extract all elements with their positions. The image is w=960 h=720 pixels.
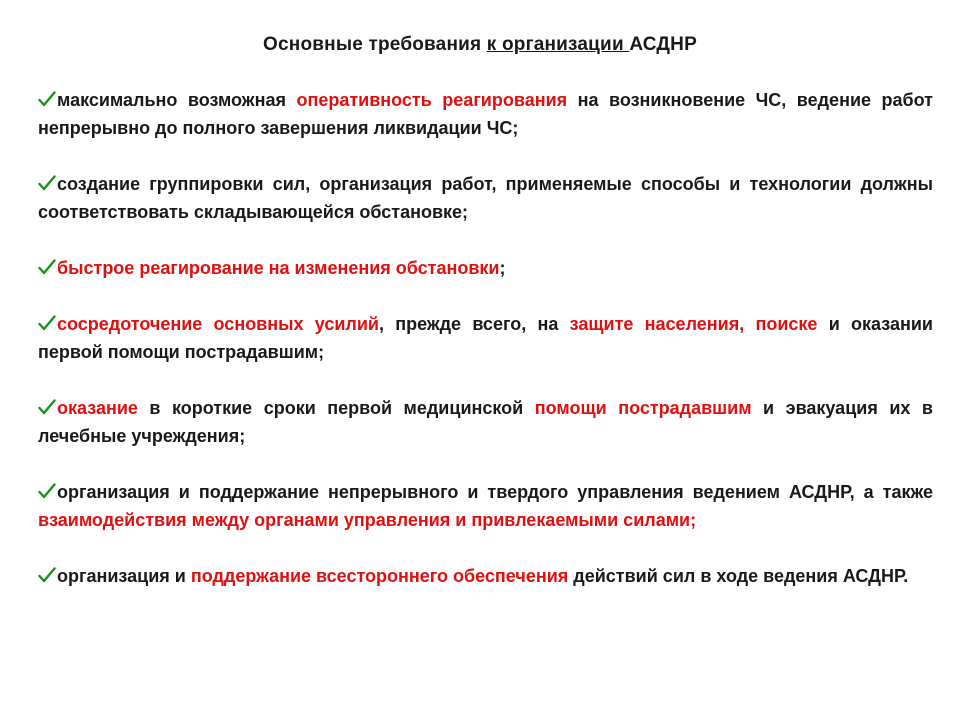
check-mark-icon [38, 567, 56, 583]
item-text: и оказании первой помощи пострадавшим; [38, 314, 933, 362]
item-text-highlight: оперативность реагирования [296, 90, 568, 110]
page-title [0, 34, 960, 56]
item-text-highlight: поддержание всестороннего обеспечения [190, 566, 569, 586]
list-item [38, 170, 933, 226]
item-text-highlight: взаимодействия между органами управления и привлекаемыми силами; [38, 510, 697, 530]
item-text: на возникновение ЧС, ведение работ непрерывно до полного завершения ликвидации ЧС; [38, 90, 933, 138]
check-mark-icon [38, 175, 56, 191]
list-item [38, 394, 933, 450]
list-item [38, 86, 933, 142]
item-text: , прежде всего, на [378, 314, 570, 334]
list-item [38, 254, 933, 282]
item-text: организация и [57, 566, 191, 586]
item-text: ; [499, 258, 506, 278]
item-text-highlight: сосредоточение основных усилий [57, 314, 379, 334]
item-text-highlight: быстрое реагирование на изменения обстановки [57, 258, 500, 278]
title-part-3: АСДНР [629, 34, 697, 55]
item-text: максимально возможная [57, 90, 297, 110]
check-mark-icon [38, 91, 56, 107]
check-mark-icon [38, 259, 56, 275]
list-item [38, 562, 933, 590]
list-item [38, 310, 933, 366]
item-text-highlight: оказание [57, 398, 138, 418]
item-text-highlight: помощи пострадавшим [534, 398, 752, 418]
item-text: организация и поддержание непрерывного и твердого управления ведением АСДНР, а также [57, 482, 933, 502]
item-text: и эвакуация их в лечебные учреждения; [38, 398, 933, 446]
check-mark-icon [38, 315, 56, 331]
item-text: создание группировки сил, организация работ, применяемые способы и технологии должны соответствовать складывающейся обстановке; [38, 174, 933, 222]
list-item [38, 478, 933, 534]
title-part-1: Основные требования [263, 34, 487, 55]
check-mark-icon [38, 483, 56, 499]
check-mark-icon [38, 399, 56, 415]
item-text: действий сил в ходе ведения АСДНР. [568, 566, 909, 586]
title-part-2-underlined: к организации [486, 34, 630, 55]
requirements-list [38, 86, 933, 618]
item-text: в короткие сроки первой медицинской [137, 398, 535, 418]
item-text-highlight: защите населения, поиске [569, 314, 818, 334]
